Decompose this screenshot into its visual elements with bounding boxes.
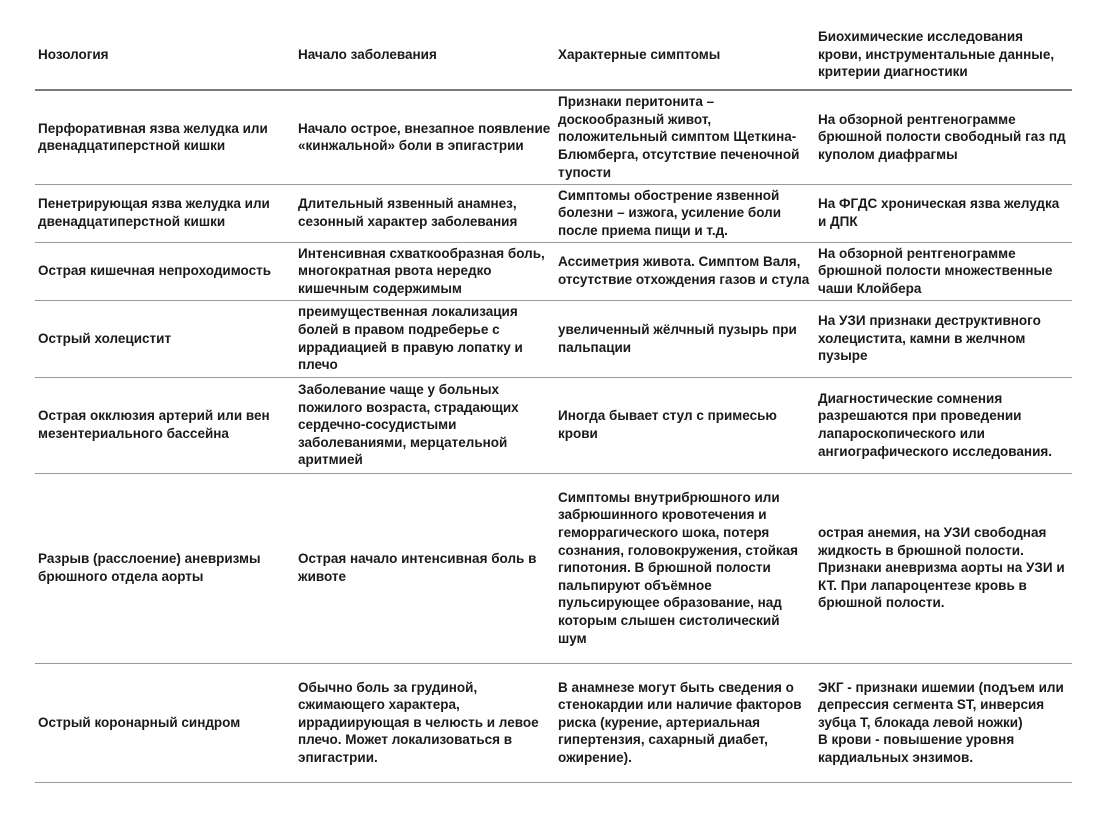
cell-onset: преимущественная локализация болей в правом подреберье с иррадиацией в правую лопатку и плечо — [295, 300, 555, 377]
cell-nosology: Разрыв (расслоение) аневризмы брюшного отдела аорты — [35, 473, 295, 663]
header-onset: Начало заболевания — [295, 20, 555, 90]
cell-symptoms: увеличенный жёлчный пузырь при пальпации — [555, 300, 815, 377]
table-row — [35, 184, 1072, 242]
cell-nosology: Пенетрирующая язва желудка или двенадцатиперстной кишки — [35, 184, 295, 242]
table-row — [35, 377, 1072, 473]
table-container — [35, 20, 1072, 783]
cell-diagnostics: На УЗИ признаки деструктивного холецистита, камни в желчном пузыре — [815, 300, 1072, 377]
cell-onset: Интенсивная схваткообразная боль, многократная рвота нередко кишечным содержимым — [295, 242, 555, 300]
table-row — [35, 242, 1072, 300]
cell-symptoms: Иногда бывает стул с примесью крови — [555, 377, 815, 473]
cell-nosology: Острая кишечная непроходимость — [35, 242, 295, 300]
cell-diagnostics: острая анемия, на УЗИ свободная жидкость в брюшной полости. Признаки аневризма аорты на УЗИ и КТ. При лапароцентезе кровь в брюшной полости. — [815, 473, 1072, 663]
table-row — [35, 663, 1072, 782]
cell-symptoms: Ассиметрия живота. Симптом Валя, отсутствие отхождения газов и стула — [555, 242, 815, 300]
cell-onset: Заболевание чаще у больных пожилого возраста, страдающих сердечно-сосудистыми заболеваниями, мерцательной аритмией — [295, 377, 555, 473]
cell-diagnostics: На обзорной рентгенограмме брюшной полости множественные чаши Клойбера — [815, 242, 1072, 300]
table-row — [35, 90, 1072, 184]
table-row — [35, 473, 1072, 663]
header-nosology: Нозология — [35, 20, 295, 90]
cell-nosology: Острый коронарный синдром — [35, 663, 295, 782]
cell-diagnostics: Диагностические сомнения разрешаются при проведении лапароскопического или ангиографического исследования. — [815, 377, 1072, 473]
cell-diagnostics: ЭКГ - признаки ишемии (подъем или депрессия сегмента ST, инверсия зубца T, блокада левой ножки) В крови - повышение уровня кардиальных энзимов. — [815, 663, 1072, 782]
cell-symptoms: Симптомы обострение язвенной болезни – изжога, усиление боли после приема пищи и т.д. — [555, 184, 815, 242]
cell-symptoms: Признаки перитонита – доскообразный живот, положительный симптом Щеткина-Блюмберга, отсутствие печеночной тупости — [555, 90, 815, 184]
cell-diagnostics: На обзорной рентгенограмме брюшной полости свободный газ пд куполом диафрагмы — [815, 90, 1072, 184]
cell-diagnostics: На ФГДС хроническая язва желудка и ДПК — [815, 184, 1072, 242]
table-body — [35, 90, 1072, 782]
cell-onset: Начало острое, внезапное появление «кинжальной» боли в эпигастрии — [295, 90, 555, 184]
diagnosis-table — [35, 20, 1072, 783]
table-header — [35, 20, 1072, 90]
cell-onset: Острая начало интенсивная боль в животе — [295, 473, 555, 663]
cell-symptoms: В анамнезе могут быть сведения о стенокардии или наличие факторов риска (курение, артериальная гипертензия, сахарный диабет, ожирение). — [555, 663, 815, 782]
header-row — [35, 20, 1072, 90]
header-diagnostics: Биохимические исследования крови, инструментальные данные, критерии диагностики — [815, 20, 1072, 90]
cell-onset: Обычно боль за грудиной, сжимающего характера, иррадиирующая в челюсть и левое плечо. Может локализоваться в эпигастрии. — [295, 663, 555, 782]
cell-nosology: Острый холецистит — [35, 300, 295, 377]
cell-onset: Длительный язвенный анамнез, сезонный характер заболевания — [295, 184, 555, 242]
cell-nosology: Острая окклюзия артерий или вен мезентериального бассейна — [35, 377, 295, 473]
cell-symptoms: Симптомы внутрибрюшного или забрюшинного кровотечения и геморрагического шока, потеря сознания, головокружения, стойкая гипотония. В брюшной полости пальпируют объёмное пульсирующее образование, над которым слышен систолический шум — [555, 473, 815, 663]
cell-nosology: Перфоративная язва желудка или двенадцатиперстной кишки — [35, 90, 295, 184]
header-symptoms: Характерные симптомы — [555, 20, 815, 90]
table-row — [35, 300, 1072, 377]
